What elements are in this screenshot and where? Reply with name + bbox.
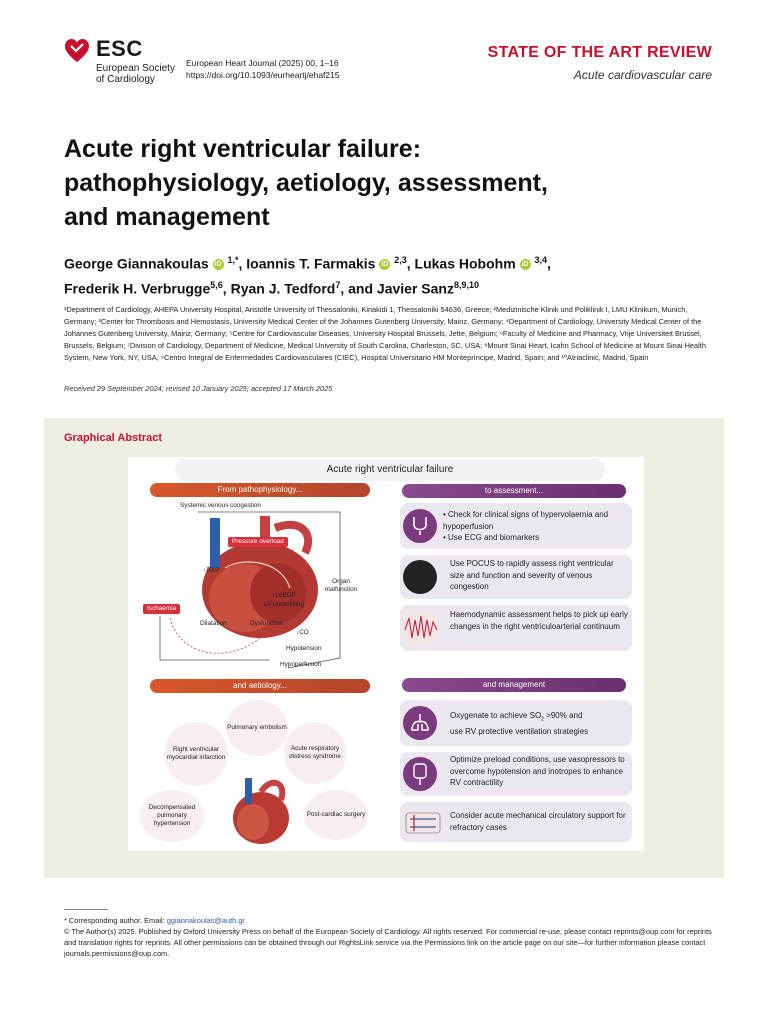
label-hypoperfusion: Hypoperfusion <box>280 661 322 668</box>
author-name[interactable]: and Javier Sanz <box>348 280 454 297</box>
author-affil-sup: 8,9,10 <box>453 279 479 290</box>
esc-logo-text: ESC <box>96 36 143 61</box>
label-rap: ↑RAP <box>203 567 220 574</box>
title-line: and management <box>64 203 270 231</box>
graphical-abstract-label: Graphical Abstract <box>64 432 163 444</box>
esc-heart-logo-icon <box>64 38 90 64</box>
footnote-divider <box>64 909 108 910</box>
circulatory-support-device-icon <box>404 805 444 839</box>
assessment-pill: to assessment... <box>402 484 626 498</box>
orcid-icon[interactable]: iD <box>214 261 222 269</box>
org-line-2: of Cardiology <box>96 74 155 85</box>
author-name[interactable]: Lukas Hobohm <box>414 255 516 272</box>
label-dysfunction: Dysfunction <box>250 620 284 627</box>
corresponding-email-link[interactable]: ggiannakoulas@auth.gr <box>166 916 245 925</box>
article-subsection: Acute cardiovascular care <box>573 68 712 82</box>
assessment-text-clinical: • Check for clinical signs of hypervolaemia and hypoperfusion • Use ECG and biomarkers <box>443 510 609 542</box>
article-type: STATE OF THE ART REVIEW <box>487 44 712 61</box>
author-affil-sup: 5,6 <box>210 279 223 290</box>
journal-line: European Heart Journal (2025) 00, 1–16 <box>186 58 339 68</box>
label-hypotension: Hypotension <box>286 645 322 652</box>
management-pill: and management <box>402 678 626 692</box>
lungs-glyph-icon <box>409 712 431 734</box>
author-list: George Giannakoulas iD $^{1,*}$, Ioannis T. Farmakis iD $^{2,3}$, Lukas Hobohm iD $^{3,4}$, Frederik H. Verbrugge$^{5,6}$, Ryan J. Tedford$^7$, and Javier Sanz$^{8,9,10}$ <box>64 255 551 297</box>
label-organ-malfunction: Organ malfunction <box>324 578 358 593</box>
management-text-mcs: Consider acute mechanical circulatory support for refractory cases <box>450 811 626 832</box>
esc-org-name <box>96 63 186 85</box>
doi-link[interactable]: https://doi.org/10.1093/eurheartj/ehaf215 <box>186 70 340 80</box>
title-line: pathophysiology, aetiology, assessment, <box>64 169 548 197</box>
aetiology-decompensated-ph: Decompensated pulmonary hypertension <box>140 790 204 842</box>
figure-title: Acute right ventricular failure <box>176 460 604 480</box>
assessment-text-pocus: Use POCUS to rapidly assess right ventricular size and function and severity of venous congestion <box>450 559 614 591</box>
oxygen-target: Oxygenate to achieve SO <box>450 711 542 720</box>
management-text-oxygen <box>450 710 630 738</box>
iv-bag-glyph-icon <box>412 762 428 786</box>
label-co: ↓CO <box>296 629 309 636</box>
author-name[interactable]: George Giannakoulas <box>64 255 209 272</box>
assessment-bullet: Check for clinical signs of hypervolaemia and hypoperfusion <box>443 510 609 531</box>
label-pressure-overload: Pressure overload <box>228 537 288 547</box>
aetiology-rv-mi: Right ventricular myocardial infarction <box>164 722 228 786</box>
assessment-bullet: Use ECG and biomarkers <box>448 533 540 542</box>
orcid-icon[interactable]: iD <box>521 261 529 269</box>
ventilation-strategy: use RV protective ventilation strategies <box>450 727 589 737</box>
pathophysiology-pill: From pathophysiology... <box>150 483 370 497</box>
pressure-waveform-icon <box>403 610 439 646</box>
author-affil-sup: 3,4 <box>534 255 547 265</box>
label-ischaemia: Ischaemia <box>143 604 180 614</box>
org-line-1: European Society <box>96 63 175 74</box>
ultrasound-icon <box>403 560 437 594</box>
aetiology-pulmonary-embolism: Pulmonary embolism <box>226 700 288 756</box>
label-dilatation: Dilatation <box>200 620 227 627</box>
journal-citation <box>186 57 340 81</box>
author-affil-sup: 7 <box>335 279 341 290</box>
assessment-text-haemodynamic: Haemodynamic assessment helps to pick up early changes in the right ventriculoarterial continuum <box>450 610 628 631</box>
author-affil-sup: 1,* <box>227 255 239 265</box>
oxygen-target-value: >90% and <box>543 711 583 720</box>
orcid-icon[interactable]: iD <box>381 261 389 269</box>
article-title <box>64 132 664 234</box>
subscript: 2 <box>541 716 544 723</box>
author-affil-sup: 2,3 <box>394 255 407 265</box>
management-text-preload: Optimize preload conditions, use vasopressors to overcome hypotension and inotropes to enhance RV contractility <box>450 755 625 787</box>
label-systemic-venous-congestion: Systemic venous congestion <box>180 502 261 509</box>
stethoscope-glyph-icon <box>410 515 430 537</box>
copyright-notice: © The Author(s) 2025. Published by Oxford University Press on behalf of the European Society of Cardiology. All rights reserved. For commercial re-use, please contact reprints@oup.com for reprints and translation rights for reprints. All other permissions can be obtained through our RightsLink service via the Permissions link on the article page on our site—for further information please contact journals.permissions@oup.com. <box>64 927 712 958</box>
title-line: Acute right ventricular failure: <box>64 135 422 163</box>
label-lvedp: ↑LVEDP <box>272 592 296 599</box>
author-name[interactable]: Frederik H. Verbrugge <box>64 280 211 297</box>
received-dates: Received 29 September 2024; revised 10 January 2025; accepted 17 March 2025 <box>64 384 333 393</box>
label-lv-underfilling: LV underfilling <box>264 601 305 608</box>
author-name[interactable]: Ryan J. Tedford <box>230 280 336 297</box>
heart-illustration <box>225 770 297 848</box>
corresponding-author-label: * Corresponding author. Email: <box>64 916 167 925</box>
aetiology-ards: Acute respiratory distress syndrome <box>284 722 346 784</box>
author-name[interactable]: Ioannis T. Farmakis <box>246 255 376 272</box>
footnote <box>64 915 712 959</box>
affiliations: ¹Department of Cardiology, AHEPA University Hospital, Aristotle University of Thessaloniki, Kiriakidi 1, Thessaloniki 54636, Greece; ²Medizinische Klinik und Poliklinik I, LMU Klinikum, Munich, Germany; ³Center for Thrombosis and Hemostasis, University Medical Center of the Johannes Gutenberg University, Mainz, Germany; ⁴Department of Cardiology, University Medical Center of the Johannes Gutenberg University, Mainz, Germany; ⁵Centre for Cardiovascular Diseases, University Hospital Brussels, Jette, Belgium; ⁶Faculty of Medicine and Pharmacy, Vrije Universiteit Brussel, Brussels, Belgium; ⁷Division of Cardiology, Department of Medicine, Medical University of South Carolina, Charleston, SC, USA; ⁸Mount Sinai Heart, Icahn School of Medicine at Mount Sinai Health System, New York, NY, USA; ⁹Centro Integral de Enfermedades Cardiovasculares (CIEC), Hospital Universitario HM Montepríncipe, Madrid, Spain; and ¹⁰Atriaclinic, Madrid, Spain <box>64 305 706 362</box>
aetiology-pill: and aetiology... <box>150 679 370 693</box>
aetiology-post-cardiac-surgery: Post-cardiac surgery <box>304 790 368 840</box>
